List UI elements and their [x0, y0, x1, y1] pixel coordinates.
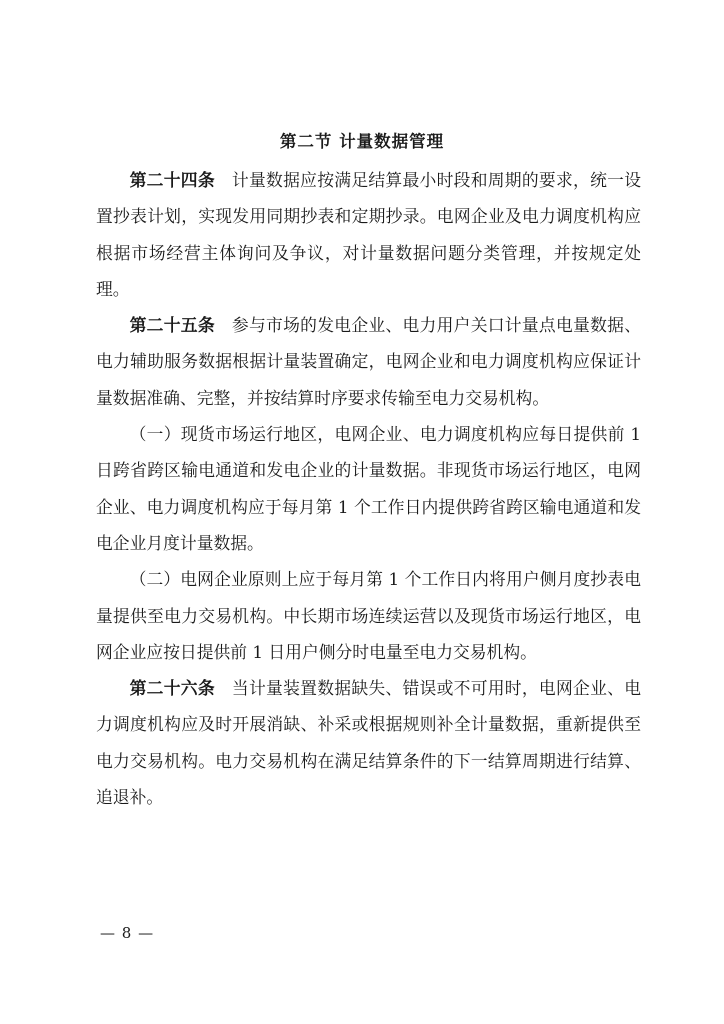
article-24 — [96, 162, 641, 307]
article-text: 计量数据应按满足结算最小时段和周期的要求，统一设置抄表计划，实现发用同期抄表和定期抄录。电网企业及电力调度机构应根据市场经营主体询问及争议，对计量数据问题分类管理，并按规定处理。 — [96, 170, 641, 299]
article-25-item-2: （二）电网企业原则上应于每月第 1 个工作日内将用户侧月度抄表电量提供至电力交易机构。中长期市场连续运营以及现货市场运行地区，电网企业应按日提供前 1 日用户侧分时电量至电力交易机构。 — [96, 569, 641, 662]
article-text: 当计量装置数据缺失、错误或不可用时，电网企业、电力调度机构应及时开展消缺、补采或根据规则补全计量数据，重新提供至电力交易机构。电力交易机构在满足结算条件的下一结算周期进行结算、追退补。 — [96, 678, 641, 808]
article-text: 参与市场的发电企业、电力用户关口计量点电量数据、电力辅助服务数据根据计量装置确定，电网企业和电力调度机构应保证计量数据准确、完整，并按结算时序要求传输至电力交易机构。 — [96, 315, 641, 408]
body-text — [96, 162, 641, 815]
article-26 — [96, 670, 641, 815]
article-25 — [96, 307, 641, 416]
article-25-item-1: （一）现货市场运行地区，电网企业、电力调度机构应每日提供前 1 日跨省跨区输电通道和发电企业的计量数据。非现货市场运行地区，电网企业、电力调度机构应于每月第 1 个工作日内提供跨省跨区输电通道和发电企业月度计量数据。 — [96, 424, 641, 553]
article-number: 第二十四条 — [129, 170, 215, 190]
article-number: 第二十六条 — [129, 678, 215, 699]
article-number: 第二十五条 — [129, 315, 215, 336]
page-number: — 8 — — [100, 924, 155, 942]
section-title: 第二节 计量数据管理 — [279, 132, 445, 151]
